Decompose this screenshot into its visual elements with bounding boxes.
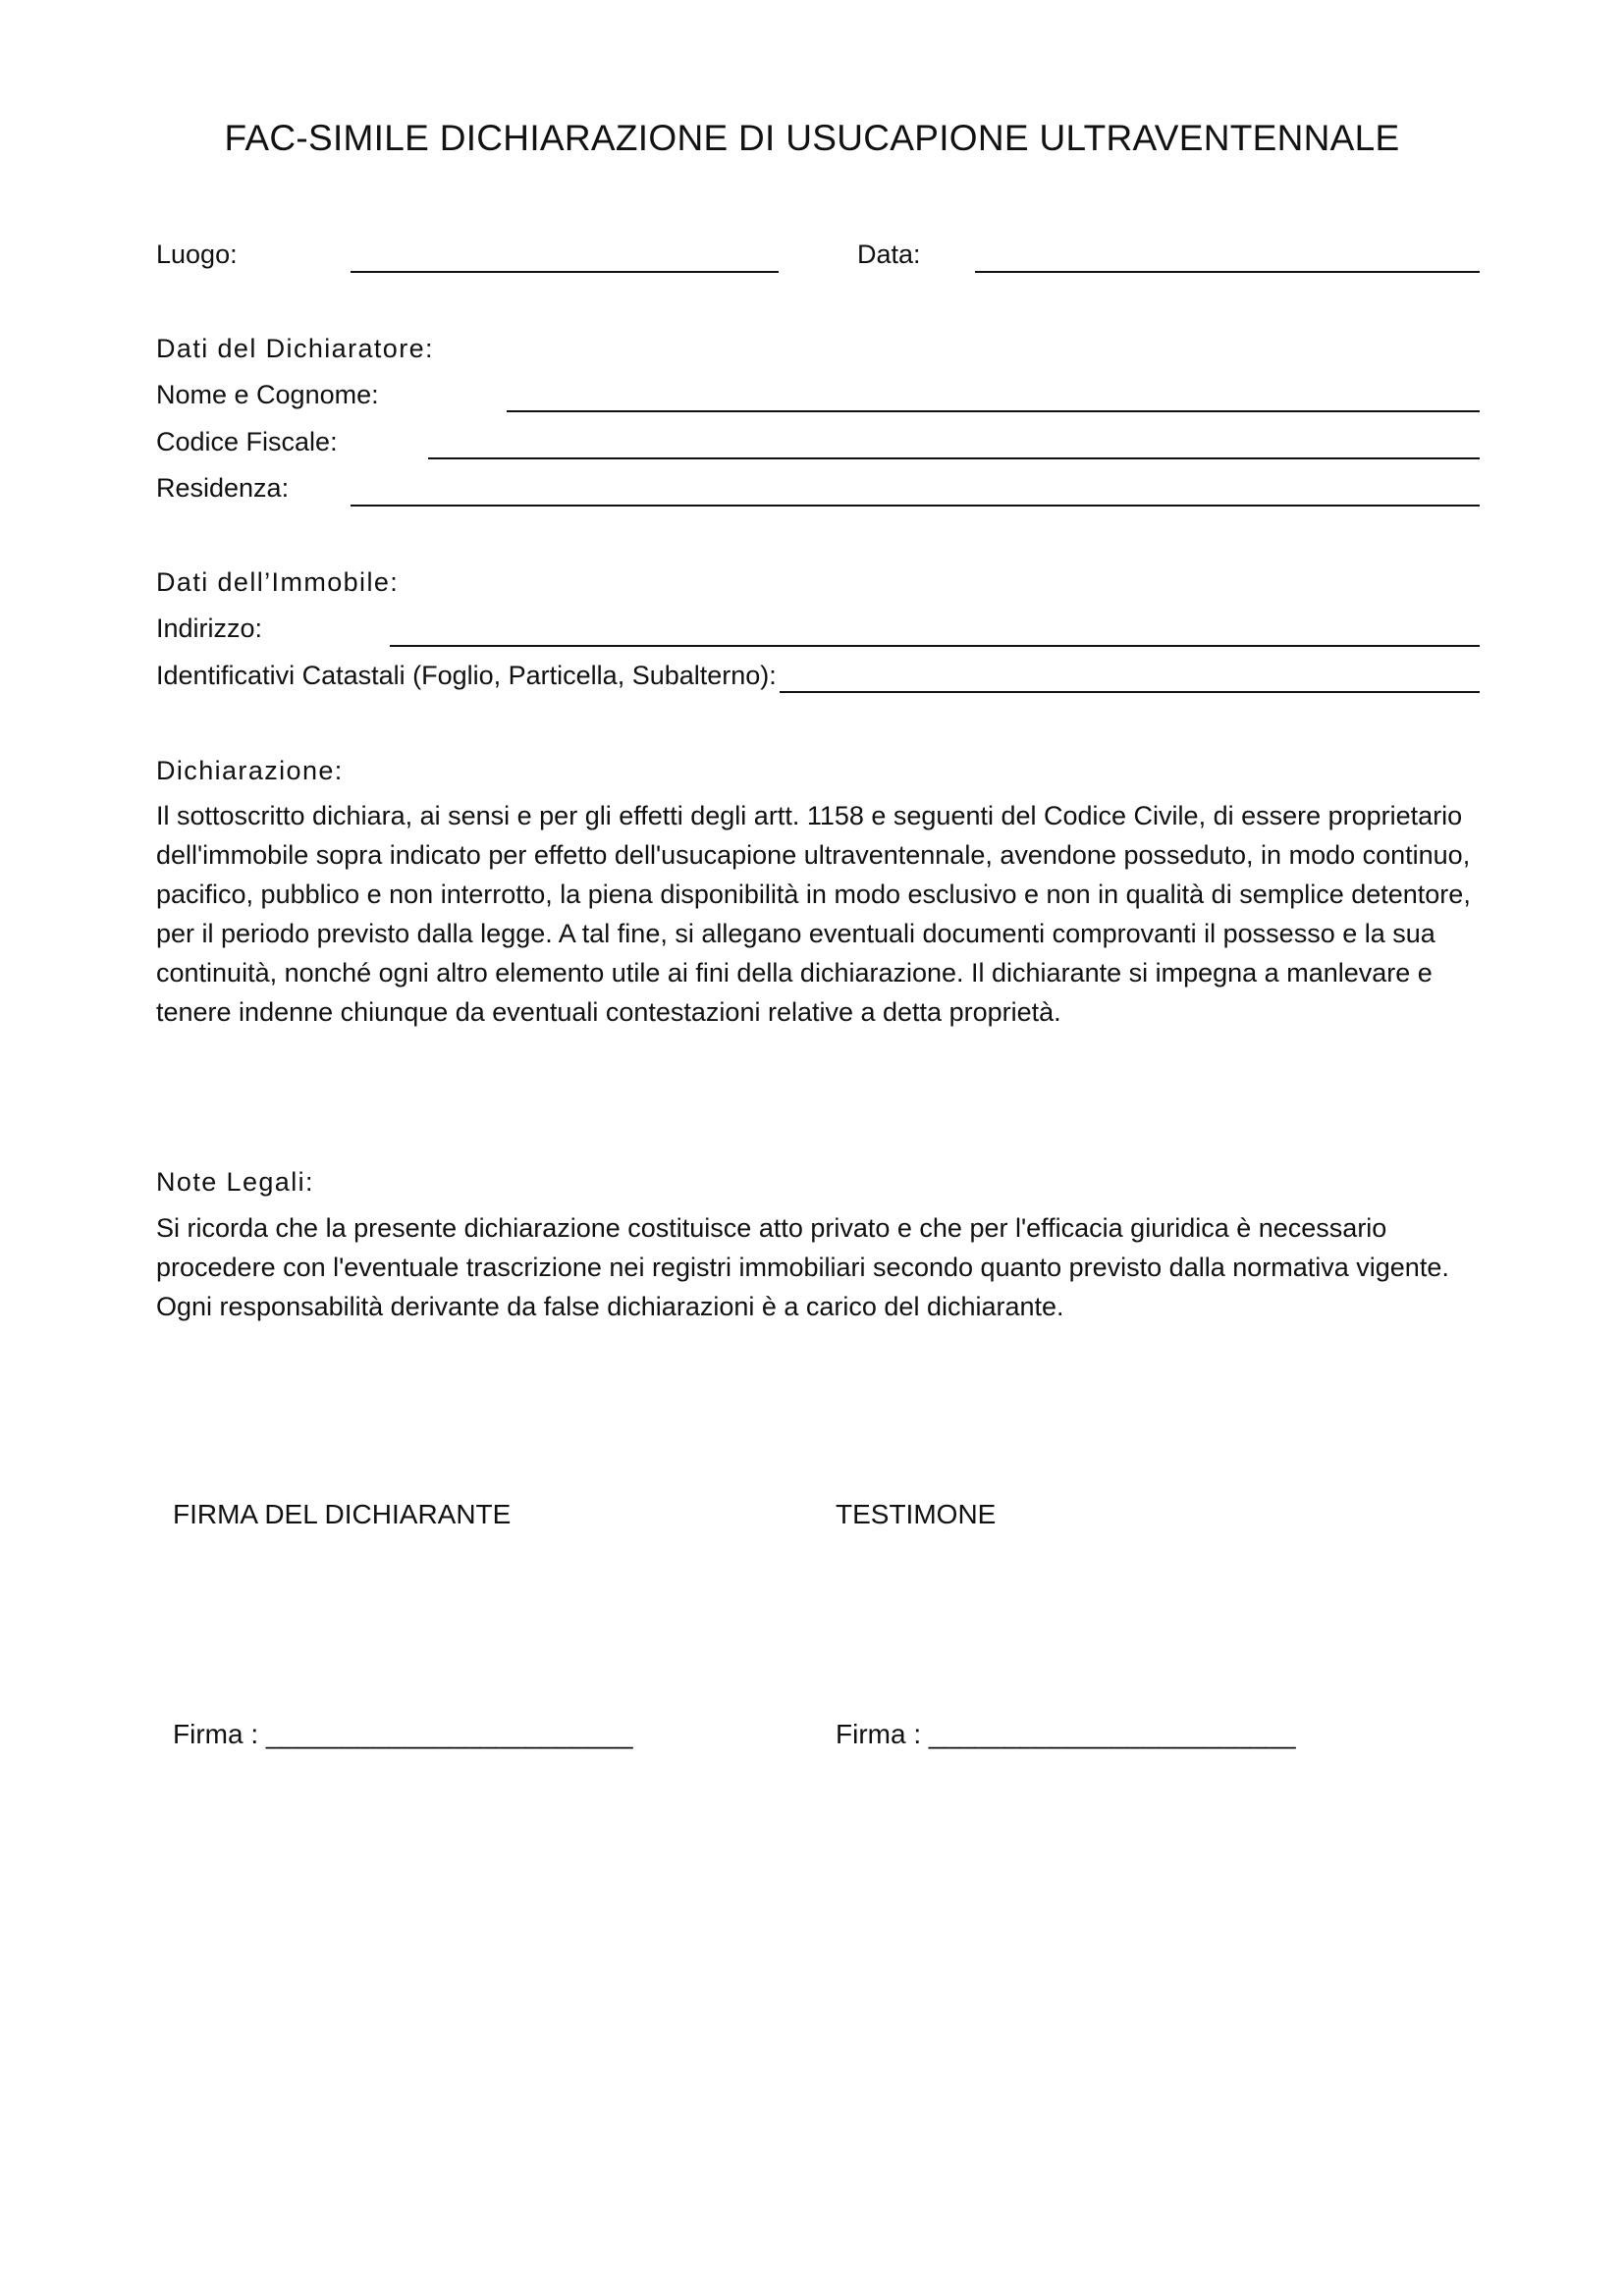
luogo-field[interactable] [351, 271, 779, 273]
codice-fiscale-field[interactable] [428, 457, 1480, 459]
data-label: Data: [857, 240, 921, 269]
note-legali-text: Si ricorda che la presente dichiarazione costituisce atto privato e che per l'efficacia giuridica è necessario procedere con l'eventuale trascrizione nei registri immobiliari secondo quanto previsto dalla normativa vigente. Ogni responsabilità derivante da false dichiarazioni è a carico del dichiarante. [156, 1213, 1449, 1321]
nome-cognome-label: Nome e Cognome: [156, 380, 379, 409]
dichiaratore-heading: Dati del Dichiaratore: [156, 334, 434, 363]
firma-dichiarante-heading: FIRMA DEL DICHIARANTE [173, 1499, 512, 1529]
firma-testimone-field[interactable]: Firma : ________________________ [836, 1719, 1296, 1749]
dichiarazione-text: Il sottoscritto dichiara, ai sensi e per gli effetti degli artt. 1158 e seguenti del Codice Civile, di essere proprietario dell'immobile sopra indicato per effetto dell'usucapione ultraventennale, avendone posseduto, in modo continuo, pacifico, pubblico e non interrotto, la piena disponibilità in modo esclusivo e non in qualità di semplice detentore, per il periodo previsto dalla legge. A tal fine, si allegano eventuali documenti comprovanti il possesso e la sua continuità, nonché ogni altro elemento utile ai fini della dichiarazione. Il dichiarante si impegna a manlevare e tenere indenne chiunque da eventuali contestazioni relative a detta proprietà. [156, 801, 1471, 1027]
immobile-heading: Dati dell’Immobile: [156, 567, 400, 597]
dichiarazione-heading: Dichiarazione: [156, 756, 344, 785]
page-title: FAC-SIMILE DICHIARAZIONE DI USUCAPIONE ULTRAVENTENNALE [224, 118, 1400, 158]
luogo-label: Luogo: [156, 240, 238, 269]
data-field[interactable] [975, 271, 1480, 273]
residenza-label: Residenza: [156, 473, 290, 503]
catastali-label: Identificativi Catastali (Foglio, Particella, Subalterno): [156, 661, 777, 690]
codice-fiscale-label: Codice Fiscale: [156, 427, 338, 456]
indirizzo-field[interactable] [390, 645, 1480, 647]
testimone-heading: TESTIMONE [836, 1499, 997, 1529]
catastali-field[interactable] [780, 691, 1480, 693]
note-legali-heading: Note Legali: [156, 1167, 314, 1197]
nome-cognome-field[interactable] [507, 410, 1480, 412]
residenza-field[interactable] [351, 505, 1480, 507]
firma-dichiarante-field[interactable]: Firma : ________________________ [173, 1719, 633, 1749]
indirizzo-label: Indirizzo: [156, 614, 263, 643]
